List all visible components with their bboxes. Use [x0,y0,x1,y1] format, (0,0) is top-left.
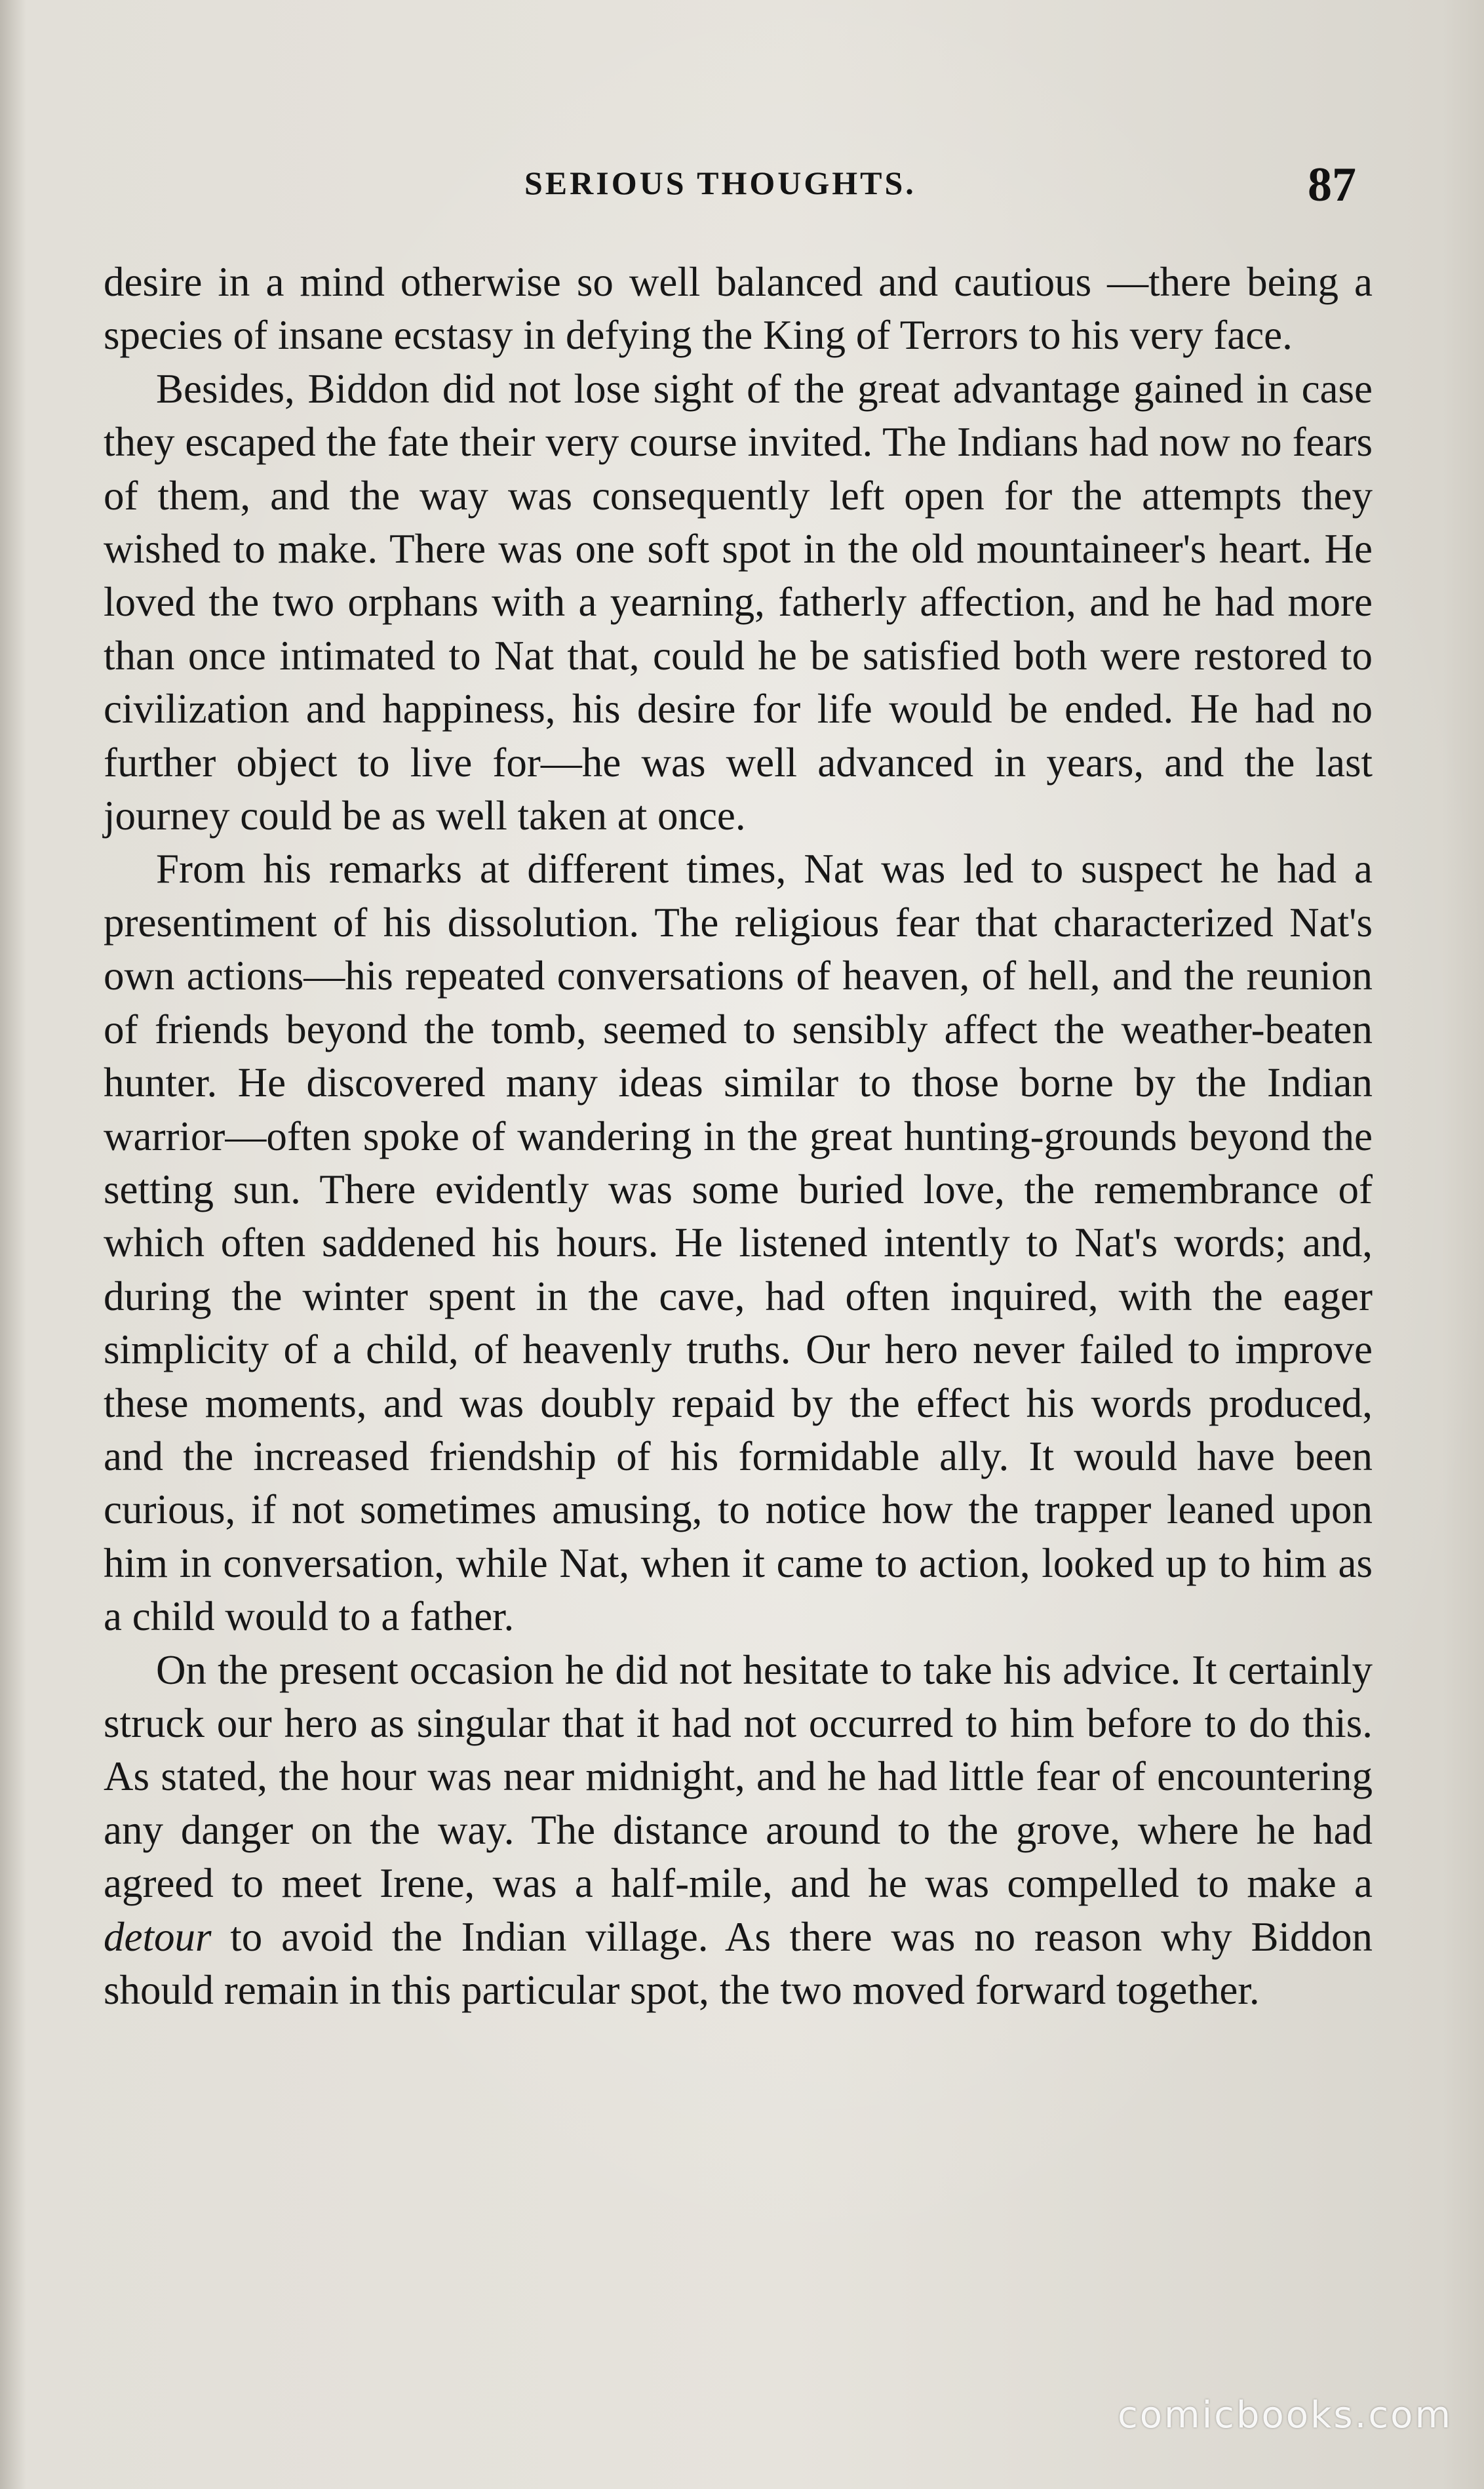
paragraph-2: Besides, Biddon did not lose sight of the great advantage gained in case they escaped the fate their very course invited. The Indians had now no fears of them, and the way was consequently left open for the attempts they wished to make. There was one soft spot in the old mountaineer's heart. He loved the two orphans with a yearning, fatherly affection, and he had more than once intimated to Nat that, could he be satisfied both were restored to civilization and happiness, his desire for life would be ended. He had no further object to live for—he was well advanced in years, and the last journey could be as well taken at once. [104,365,1373,839]
paragraph-4-text-before: On the present occasion he did not hesitate to take his advice. It certainly struck our hero as singular that it had not occurred to him before to do this. As stated, the hour was near midnight, and he had little fear of encountering any danger on the way. The distance around to the grove, where he had agreed to meet Irene, was a half-mile, and he was compelled to make a [104,1646,1373,1907]
paragraph-4-text-after: to avoid the Indian village. As there was no reason why Biddon should remain in this particular spot, the two moved forward together. [104,1913,1373,2013]
paragraph-1: desire in a mind otherwise so well balanced and cautious —there being a species of insane ecstasy in defying the King of Terrors to his very face. [104,259,1373,359]
running-head: SERIOUS THOUGHTS. [524,165,916,201]
watermark: comicbooks.com [1117,2394,1453,2437]
body-text [104,256,1373,2017]
page-number: 87 [1308,158,1356,212]
paragraph-4-italic-word: detour [104,1913,212,1960]
page-header [0,157,1484,216]
paragraph-3: From his remarks at different times, Nat was led to suspect he had a presentiment of his dissolution. The religious fear that characterized Nat's own actions—his repeated conversations of heaven, of hell, and the reunion of friends beyond the tomb, seemed to sensibly affect the weather-beaten hunter. He discovered many ideas similar to those borne by the Indian warrior—often spoke of wandering in the great hunting-grounds beyond the setting sun. There evidently was some buried love, the remembrance of which often saddened his hours. He listened intently to Nat's words; and, during the winter spent in the cave, had often inquired, with the eager simplicity of a child, of heavenly truths. Our hero never failed to improve these moments, and was doubly repaid by the effect his words produced, and the increased friendship of his formidable ally. It would have been curious, if not sometimes amusing, to notice how the trapper leaned upon him in conversation, while Nat, when it came to action, looked up to him as a child would to a father. [104,846,1373,1640]
paragraph-4 [104,1644,1373,2018]
